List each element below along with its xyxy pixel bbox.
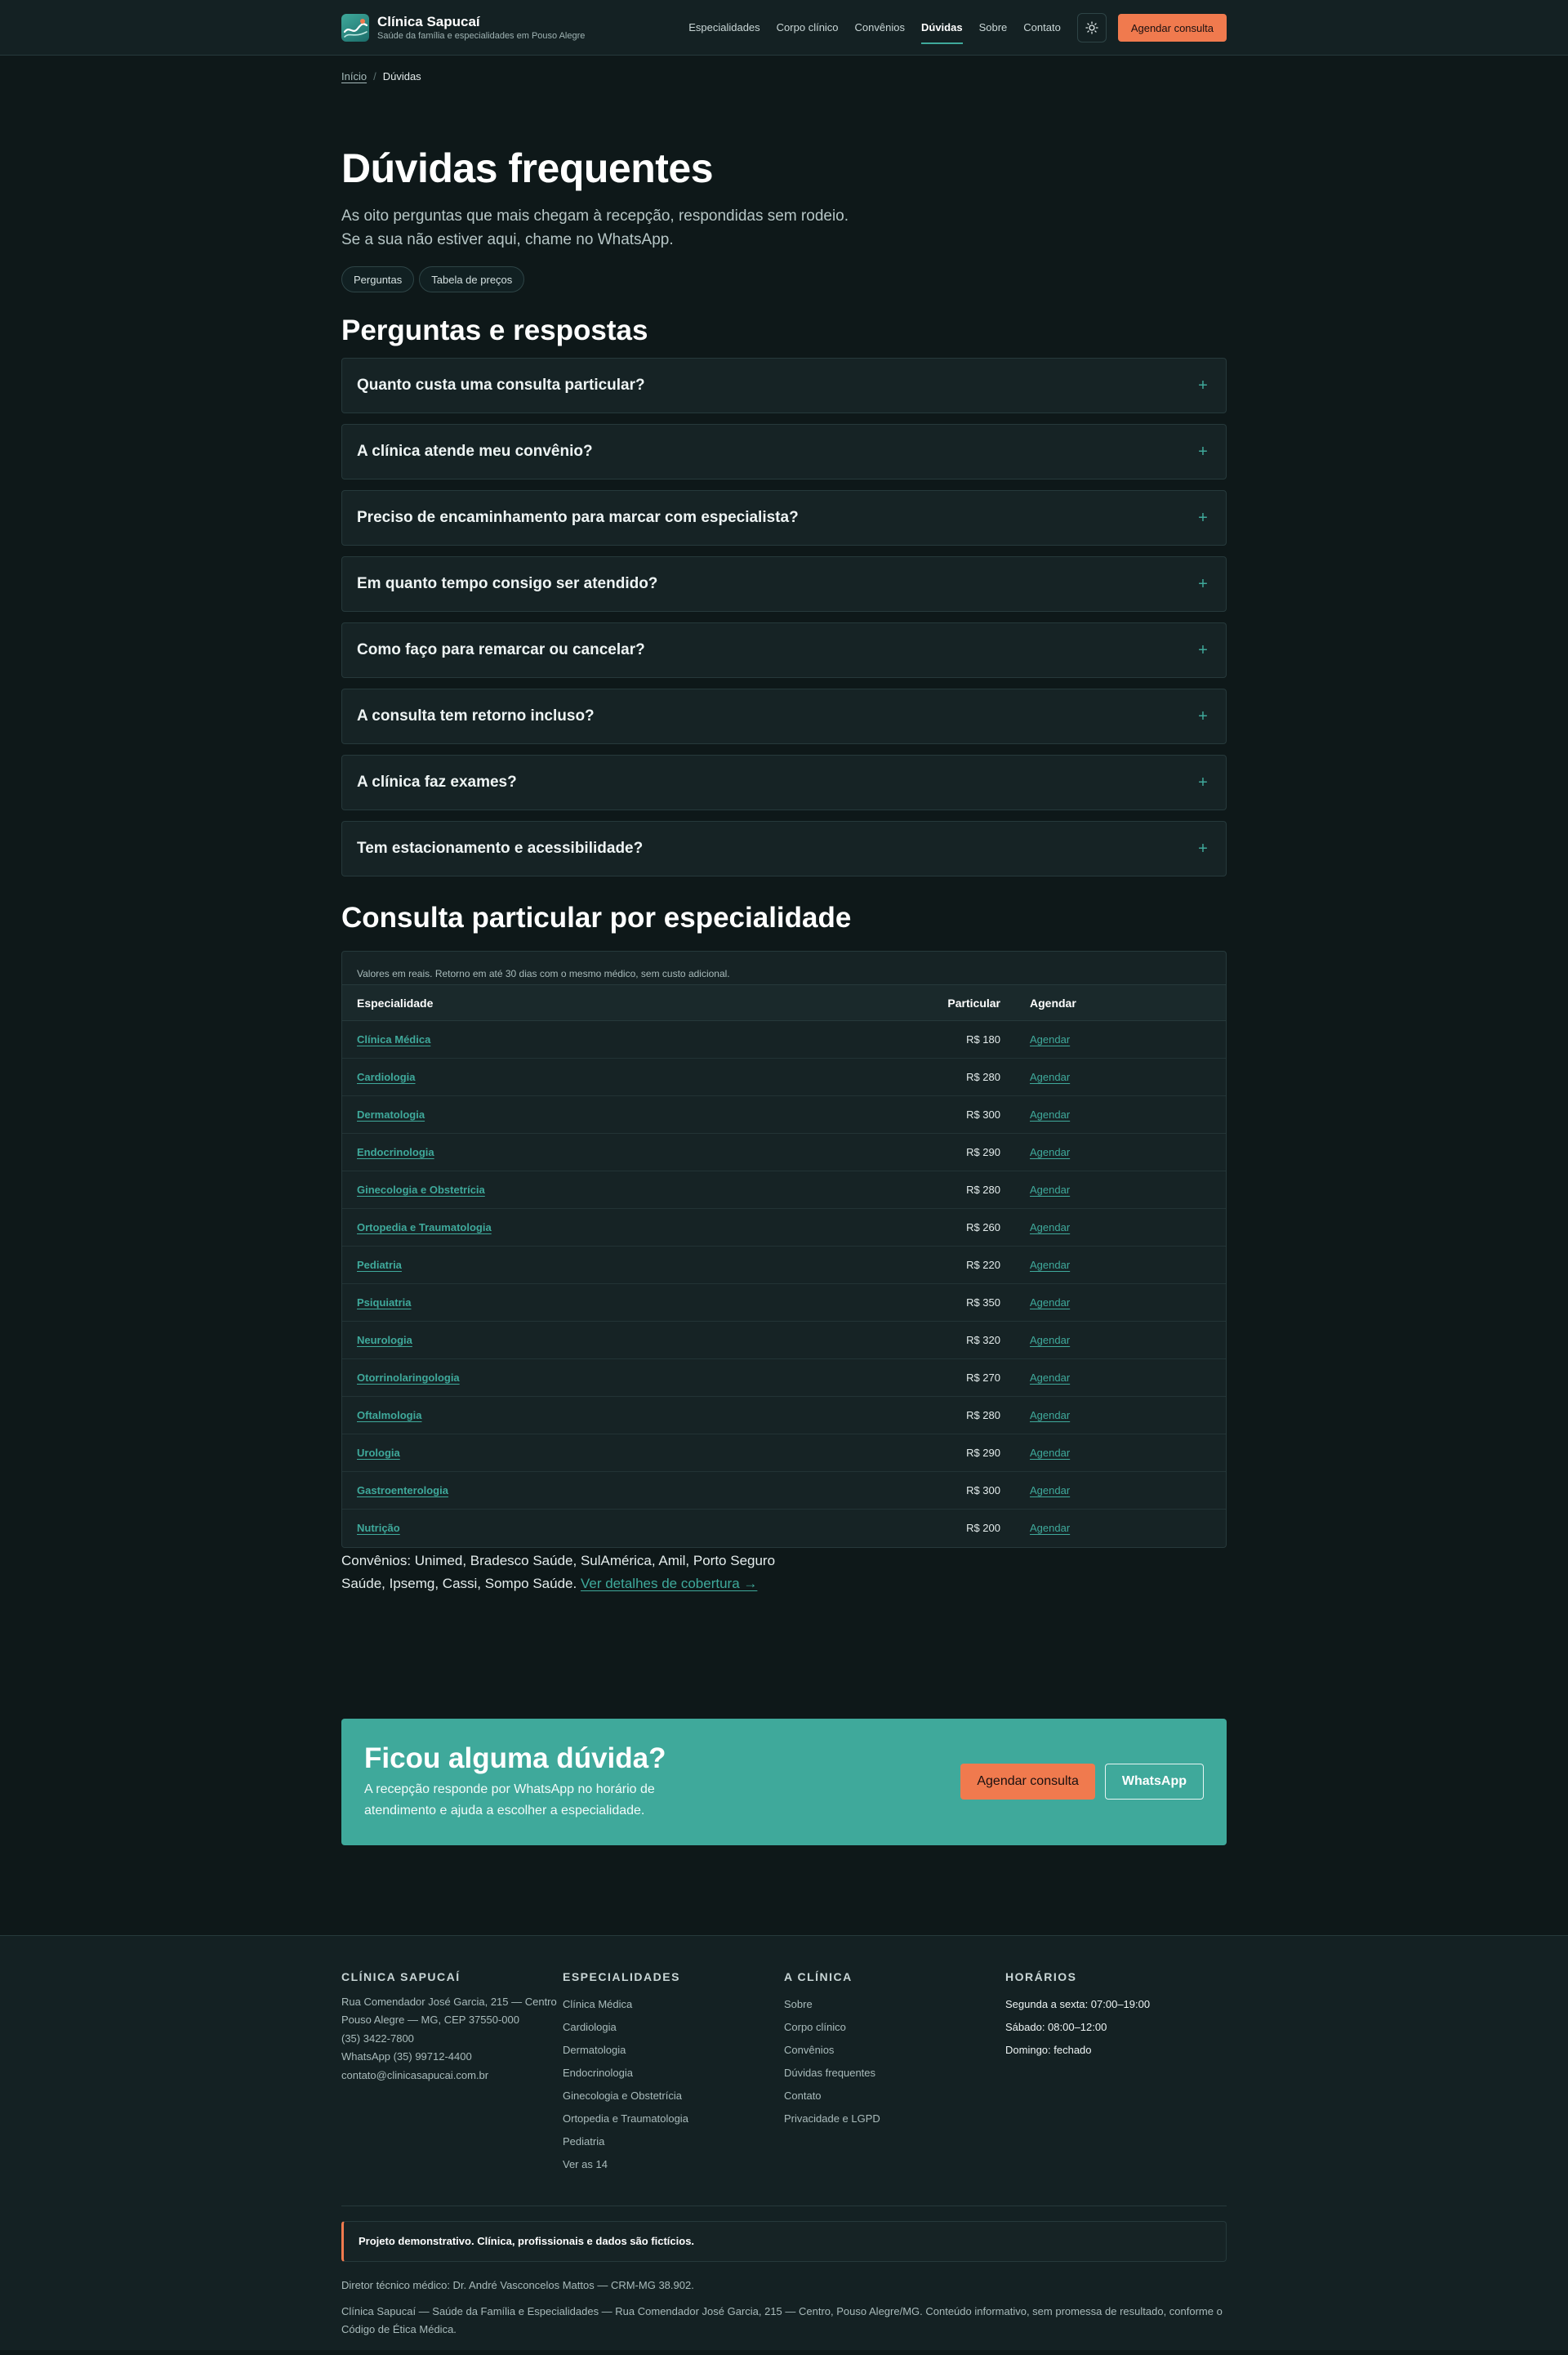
footer-link[interactable]: Corpo clínico [784,2020,846,2033]
cell-price [924,1284,1030,1322]
clinic-logo-icon[interactable] [341,14,369,42]
footer-col-about [784,1970,1005,2176]
cell-specialty [342,1171,924,1209]
breadcrumb-current: Dúvidas [382,69,421,83]
table-row [342,1209,1226,1247]
footer-address-line: Rua Comendador José Garcia, 215 — Centro [341,1995,557,2008]
table-row [342,1134,1226,1171]
plus-icon: + [1198,707,1208,725]
cell-specialty [342,1284,924,1322]
footer-hours-line: Domingo: fechado [1005,2043,1092,2056]
price-table-body [342,1021,1226,1547]
cell-specialty [342,1434,924,1472]
price-table-card [341,951,1227,1548]
cell-price [924,1359,1030,1397]
specialty-link[interactable]: Neurologia [357,1334,412,1346]
cell-price [924,1434,1030,1472]
cell-price [924,1322,1030,1359]
book-link[interactable]: Agendar [1030,1146,1071,1158]
cell-specialty [342,1021,924,1059]
cell-specialty [342,1510,924,1547]
table-row [342,1472,1226,1510]
cell-action [1030,1021,1226,1059]
footer-col-clinic [341,1970,563,2176]
specialty-link[interactable]: Pediatria [357,1259,402,1271]
cell-action [1030,1284,1226,1322]
specialty-link[interactable]: Endocrinologia [357,1146,434,1158]
page-lead: As oito perguntas que mais chegam à recepção, respondidas sem rodeio. Se a sua não estiver aqui, chame no WhatsApp. [341,207,849,248]
footer-hours-line: Segunda a sexta: 07:00–19:00 [1005,1997,1151,2010]
cell-action [1030,1434,1226,1472]
plus-icon: + [1198,376,1208,395]
cell-specialty [342,1397,924,1434]
price-value: R$ 300 [966,1484,1000,1496]
cell-action [1030,1209,1226,1247]
cell-action [1030,1059,1226,1096]
table-row [342,1359,1226,1397]
price-value: R$ 320 [966,1334,1000,1346]
cell-specialty [342,1059,924,1096]
price-value: R$ 290 [966,1146,1000,1158]
book-link[interactable]: Agendar [1030,1296,1071,1309]
specialty-link[interactable]: Urologia [357,1447,400,1459]
footer-link[interactable]: Dúvidas frequentes [784,2066,876,2079]
site-footer [0,1935,1568,2350]
book-link[interactable]: Agendar [1030,1071,1071,1083]
table-row [342,1510,1226,1547]
banner-copy [364,1742,707,1822]
price-value: R$ 200 [966,1522,1000,1535]
breadcrumb [341,56,1227,85]
header-book-button[interactable]: Agendar consulta [1118,14,1227,42]
sun-icon [1085,21,1098,34]
specialty-link[interactable]: Otorrinolaringologia [357,1372,460,1384]
banner-book-button[interactable]: Agendar consulta [960,1764,1095,1800]
prices-section-title: Consulta particular por especialidade [341,902,852,934]
book-link[interactable]: Agendar [1030,1447,1071,1459]
banner-title: Ficou alguma dúvida? [364,1742,666,1774]
price-value: R$ 270 [966,1372,1000,1384]
faq-question: Quanto custa uma consulta particular? [357,377,645,394]
table-header-row [342,985,1226,1021]
table-row [342,1322,1226,1359]
table-row [342,1434,1226,1472]
cell-price [924,1171,1030,1209]
plus-icon: + [1198,773,1208,792]
book-link[interactable]: Agendar [1030,1221,1071,1233]
faq-question: Em quanto tempo consigo ser atendido? [357,575,658,592]
price-table [342,984,1226,1547]
cell-specialty [342,1134,924,1171]
cell-price [924,1209,1030,1247]
faq-question: A clínica faz exames? [357,774,517,791]
price-value: R$ 260 [966,1221,1000,1233]
plus-icon: + [1198,442,1208,461]
cell-price [924,1247,1030,1284]
footer-col-title: ESPECIALIDADES [563,1969,680,1983]
cell-specialty [342,1322,924,1359]
brand-name: Clínica Sapucaí [377,14,480,29]
footer-link[interactable]: Contato [784,2089,822,2102]
specialty-link[interactable]: Nutrição [357,1522,400,1535]
brand[interactable] [377,14,585,42]
plus-icon: + [1198,574,1208,593]
table-row [342,1247,1226,1284]
section-chips [341,266,1227,292]
contact-banner [341,1719,1227,1845]
specialty-link[interactable]: Ortopedia e Traumatologia [357,1221,492,1233]
footer-link[interactable]: Clínica Médica [563,1997,633,2010]
cell-price [924,1397,1030,1434]
price-value: R$ 300 [966,1108,1000,1121]
cell-specialty [342,1359,924,1397]
cell-price [924,1096,1030,1134]
footer-link-see-all[interactable]: Ver as 14 [563,2157,608,2170]
book-link[interactable]: Agendar [1030,1259,1071,1271]
breadcrumb-separator: / [373,69,376,83]
banner-text: A recepção responde por WhatsApp no horário de atendimento e ajuda a escolher a especialidade. [364,1782,655,1818]
nav-especialidades[interactable]: Especialidades [688,21,760,33]
footer-link[interactable]: Pediatria [563,2134,605,2148]
cell-specialty [342,1247,924,1284]
table-row [342,1171,1226,1209]
brand-tagline: Saúde da família e especialidades em Pouso Alegre [377,31,586,41]
table-row [342,1397,1226,1434]
book-link[interactable]: Agendar [1030,1372,1071,1384]
footer-address-line: Pouso Alegre — MG, CEP 37550-000 [341,2014,519,2026]
main-nav [688,13,1227,42]
book-link[interactable]: Agendar [1030,1108,1071,1121]
legal-notice: Clínica Sapucaí — Saúde da Família e Especialidades — Rua Comendador José Garcia, 215 — Centro, Pouso Alegre/MG. Conteúdo informativo, sem promessa de resultado, conforme o Código de Ética Médica. [341,2304,1223,2335]
book-link[interactable]: Agendar [1030,1484,1071,1496]
faq-question: Preciso de encaminhamento para marcar com especialista? [357,509,799,526]
medical-director: Diretor técnico médico: Dr. André Vasconcelos Mattos — CRM-MG 38.902. [341,2278,694,2291]
footer-hours-line: Sábado: 08:00–12:00 [1005,2020,1107,2033]
book-link[interactable]: Agendar [1030,1334,1071,1346]
coverage-details-link[interactable]: Ver detalhes de cobertura → [580,1575,758,1591]
table-row [342,1284,1226,1322]
table-row [342,1096,1226,1134]
breadcrumb-home[interactable]: Início [341,69,368,83]
price-value: R$ 280 [966,1409,1000,1421]
table-row [342,1021,1226,1059]
footer-link[interactable]: Ortopedia e Traumatologia [563,2112,688,2125]
cell-price [924,1510,1030,1547]
cell-specialty [342,1472,924,1510]
site-header [0,0,1568,56]
footer-col-specialties [563,1970,784,2176]
footer-email: contato@clinicasapucai.com.br [341,2068,489,2081]
banner-actions [960,1764,1204,1800]
plus-icon: + [1198,839,1208,858]
cell-price [924,1021,1030,1059]
specialty-link[interactable]: Psiquiatria [357,1296,412,1309]
price-value: R$ 280 [966,1184,1000,1196]
footer-col-title: CLÍNICA SAPUCAÍ [341,1969,461,1983]
footer-col-hours [1005,1970,1227,2176]
cell-action [1030,1510,1226,1547]
book-link[interactable]: Agendar [1030,1184,1071,1196]
specialty-link[interactable]: Cardiologia [357,1071,416,1083]
convenios-text: Convênios: Unimed, Bradesco Saúde, SulAmérica, Amil, Porto Seguro Saúde, Ipsemg, Cassi, Sompo Saúde. [341,1552,776,1591]
book-link[interactable]: Agendar [1030,1033,1071,1046]
cell-price [924,1472,1030,1510]
footer-link[interactable]: Cardiologia [563,2020,617,2033]
faq-section-title: Perguntas e respostas [341,314,648,346]
footer-link[interactable]: Convênios [784,2043,835,2056]
price-value: R$ 350 [966,1296,1000,1309]
plus-icon: + [1198,640,1208,659]
faq-item[interactable] [341,755,1227,810]
price-value: R$ 290 [966,1447,1000,1459]
cell-action [1030,1472,1226,1510]
footer-col-title: A CLÍNICA [784,1969,853,1983]
footer-link[interactable]: Ginecologia e Obstetrícia [563,2089,682,2102]
nav-duvidas[interactable]: Dúvidas [921,20,963,36]
faq-question: Tem estacionamento e acessibilidade? [357,840,644,857]
faq-item[interactable] [341,556,1227,612]
faq-item[interactable] [341,689,1227,744]
faq-question: A clínica atende meu convênio? [357,443,593,460]
footer-link[interactable]: Dermatologia [563,2043,626,2056]
cell-action [1030,1359,1226,1397]
cell-action [1030,1134,1226,1171]
cell-action [1030,1397,1226,1434]
specialty-link[interactable]: Clínica Médica [357,1033,431,1046]
plus-icon: + [1198,508,1208,527]
cell-price [924,1059,1030,1096]
theme-toggle-button[interactable] [1077,13,1107,42]
specialty-link[interactable]: Gastroenterologia [357,1484,448,1496]
nav-convenios[interactable]: Convênios [854,21,905,33]
nav-contato[interactable]: Contato [1023,21,1061,33]
banner-whatsapp-button[interactable]: WhatsApp [1105,1764,1204,1800]
cell-action [1030,1171,1226,1209]
book-link[interactable]: Agendar [1030,1409,1071,1421]
footer-phone: (35) 3422-7800 [341,2032,414,2045]
faq-item[interactable] [341,424,1227,479]
book-link[interactable]: Agendar [1030,1522,1071,1535]
cell-specialty [342,1096,924,1134]
nav-sobre[interactable]: Sobre [978,21,1008,33]
chip-perguntas[interactable]: Perguntas [341,266,414,292]
footer-whatsapp: WhatsApp (35) 99712-4400 [341,2050,472,2063]
table-row [342,1059,1226,1096]
column-header-price: Particular [924,985,1030,1021]
chip-tabela-precos[interactable]: Tabela de preços [419,266,524,292]
main-content [341,56,1227,1845]
price-table-note: Valores em reais. Retorno em até 30 dias com o mesmo médico, sem custo adicional. [357,968,730,979]
demo-disclaimer: Projeto demonstrativo. Clínica, profissionais e dados são fictícios. [341,2221,1227,2262]
footer-link[interactable]: Endocrinologia [563,2066,634,2079]
faq-item[interactable] [341,821,1227,876]
cell-action [1030,1247,1226,1284]
cell-action [1030,1322,1226,1359]
cell-price [924,1134,1030,1171]
faq-question: A consulta tem retorno incluso? [357,707,595,725]
specialty-link[interactable]: Dermatologia [357,1108,425,1121]
column-header-specialty: Especialidade [342,985,924,1021]
faq-item[interactable] [341,358,1227,413]
footer-columns [341,1936,1227,2176]
price-value: R$ 280 [966,1071,1000,1083]
price-value: R$ 180 [966,1033,1000,1046]
specialty-link[interactable]: Oftalmologia [357,1409,422,1421]
page-title: Dúvidas frequentes [341,145,714,191]
price-value: R$ 220 [966,1259,1000,1271]
faq-question: Como faço para remarcar ou cancelar? [357,641,645,658]
nav-corpo-clinico[interactable]: Corpo clínico [776,21,839,33]
faq-item[interactable] [341,622,1227,678]
convenios-note [341,1550,799,1595]
footer-link[interactable]: Privacidade e LGPD [784,2112,880,2125]
cell-action [1030,1096,1226,1134]
specialty-link[interactable]: Ginecologia e Obstetrícia [357,1184,485,1196]
faq-list [341,358,1227,876]
column-header-action: Agendar [1030,985,1226,1021]
footer-col-title: HORÁRIOS [1005,1969,1077,1983]
footer-link[interactable]: Sobre [784,1997,813,2010]
faq-item[interactable] [341,490,1227,546]
cell-specialty [342,1209,924,1247]
